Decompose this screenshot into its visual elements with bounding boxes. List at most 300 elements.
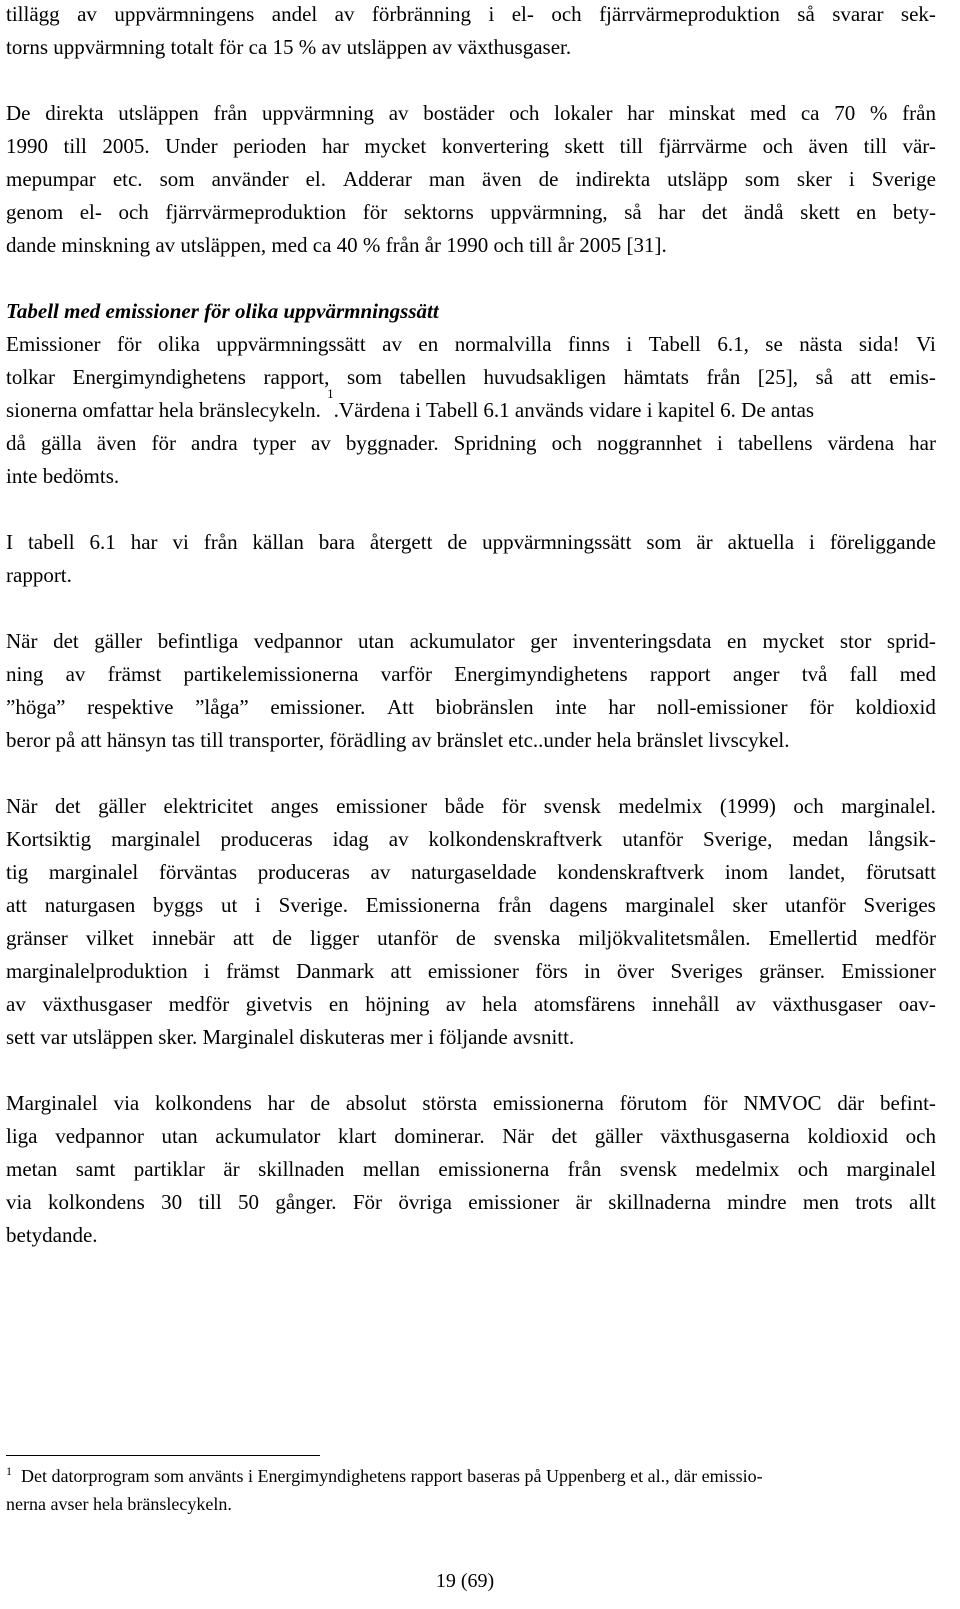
word: Att bbox=[387, 695, 414, 719]
text-segment: sionerna omfattar hela bränslecykeln. bbox=[6, 398, 321, 422]
word: idag bbox=[332, 827, 369, 851]
word: ligger bbox=[310, 926, 359, 950]
word: medan bbox=[792, 827, 849, 851]
word: Sverige, bbox=[702, 827, 773, 851]
word: till bbox=[63, 134, 87, 158]
word: Sverige. bbox=[278, 893, 348, 917]
word: har bbox=[608, 695, 636, 719]
word: landet, bbox=[788, 860, 846, 884]
word: emissionerna bbox=[438, 1157, 550, 1181]
word: etc. bbox=[112, 167, 143, 191]
word: förbränning bbox=[371, 2, 472, 26]
word: dagens bbox=[549, 893, 608, 917]
word: förutom bbox=[619, 1091, 688, 1115]
word: mycket bbox=[364, 134, 427, 158]
word: marginalelproduktion bbox=[6, 959, 188, 983]
word: skett bbox=[564, 134, 605, 158]
paragraph-7 bbox=[6, 1087, 936, 1252]
word: byggs bbox=[153, 893, 204, 917]
text-line bbox=[6, 427, 936, 460]
word: 1990 bbox=[6, 134, 48, 158]
word: även bbox=[808, 134, 849, 158]
word: mycket bbox=[762, 629, 825, 653]
word: aktuella bbox=[727, 530, 795, 554]
word: vi bbox=[172, 530, 189, 554]
word: produceras bbox=[220, 827, 313, 851]
word: svenska bbox=[493, 926, 561, 950]
word: en bbox=[727, 629, 747, 653]
word: skillnaderna bbox=[608, 1190, 711, 1214]
word: tabellen bbox=[399, 365, 466, 389]
word: växthusgaser bbox=[772, 992, 883, 1016]
word: naturgasen bbox=[44, 893, 136, 917]
word: en bbox=[856, 200, 877, 224]
text-line bbox=[6, 889, 936, 922]
word: att bbox=[850, 365, 872, 389]
word: respektive bbox=[87, 695, 174, 719]
word: Spridning bbox=[453, 431, 537, 455]
word: medelmix bbox=[618, 794, 703, 818]
word: av bbox=[445, 992, 466, 1016]
word: liga bbox=[6, 1124, 38, 1148]
word: minskat bbox=[668, 101, 736, 125]
text-line bbox=[6, 691, 936, 724]
word: kolkondenskraftverk bbox=[428, 827, 603, 851]
word: av bbox=[65, 662, 86, 686]
word: växthusgaserna bbox=[660, 1124, 790, 1148]
word: i bbox=[717, 431, 723, 455]
word: växthusgaser bbox=[42, 992, 153, 1016]
word: emissioner bbox=[427, 959, 519, 983]
word: gäller bbox=[594, 1124, 643, 1148]
word: se bbox=[765, 332, 783, 356]
text-line bbox=[6, 97, 936, 130]
word: att bbox=[390, 959, 412, 983]
word: Emissionerna bbox=[365, 893, 480, 917]
word: från bbox=[567, 1157, 602, 1181]
word: fall bbox=[849, 662, 878, 686]
word: anges bbox=[270, 794, 319, 818]
word: absolut bbox=[345, 1091, 407, 1115]
text-line bbox=[6, 625, 936, 658]
word: främst bbox=[107, 662, 162, 686]
word: och bbox=[793, 794, 824, 818]
word: 30 bbox=[161, 1190, 183, 1214]
word: finns bbox=[567, 332, 610, 356]
word: bety- bbox=[892, 200, 936, 224]
word: långsik- bbox=[868, 827, 936, 851]
word: noll-emissioner bbox=[656, 695, 788, 719]
word: från bbox=[497, 893, 532, 917]
word: de bbox=[310, 1091, 331, 1115]
word: huvudsakligen bbox=[483, 365, 607, 389]
word: mindre bbox=[727, 1190, 787, 1214]
word: Danmark bbox=[296, 959, 375, 983]
word: höjning bbox=[365, 992, 430, 1016]
word: allt bbox=[909, 1190, 936, 1214]
word: så bbox=[815, 365, 834, 389]
word: kolkondens bbox=[47, 1190, 145, 1214]
word: in bbox=[584, 959, 601, 983]
word: skett bbox=[800, 200, 840, 224]
word: emis- bbox=[889, 365, 936, 389]
word: över bbox=[616, 959, 655, 983]
text-line bbox=[6, 0, 936, 31]
section-heading: Tabell med emissioner för olika uppvärmningssätt bbox=[6, 299, 439, 323]
word: inventeringsdata bbox=[572, 629, 712, 653]
word: i bbox=[203, 959, 210, 983]
word: oav- bbox=[898, 992, 936, 1016]
text-line bbox=[6, 1153, 936, 1186]
word: Sveriges bbox=[863, 893, 936, 917]
word: sektorns bbox=[403, 200, 474, 224]
word: gånger. bbox=[275, 1190, 337, 1214]
word: en bbox=[418, 332, 439, 356]
footnote-divider bbox=[6, 1455, 320, 1456]
word: normalvilla bbox=[454, 332, 552, 356]
word: av bbox=[382, 332, 402, 356]
word: kolkondens bbox=[155, 1091, 252, 1115]
word: utanför bbox=[377, 926, 438, 950]
document-page bbox=[6, 0, 936, 1252]
word: koldioxid bbox=[855, 695, 936, 719]
word: medelmix bbox=[695, 1157, 780, 1181]
word: marginalel bbox=[625, 893, 715, 917]
word: skillnaden bbox=[258, 1157, 345, 1181]
paragraph-6 bbox=[6, 790, 936, 1054]
word: sek- bbox=[900, 2, 936, 26]
word: 50 bbox=[238, 1190, 260, 1214]
word: inom bbox=[724, 860, 769, 884]
paragraph-1 bbox=[6, 0, 936, 64]
word: medför bbox=[168, 992, 230, 1016]
word: både bbox=[444, 794, 485, 818]
word: samt bbox=[75, 1157, 116, 1181]
word: marginalel bbox=[48, 860, 139, 884]
word: För bbox=[352, 1190, 383, 1214]
word: att bbox=[232, 926, 254, 950]
word: och bbox=[797, 1157, 829, 1181]
word: varför bbox=[380, 662, 433, 686]
word: innehåll bbox=[651, 992, 720, 1016]
word: innebär bbox=[151, 926, 215, 950]
word: som bbox=[346, 365, 382, 389]
word: 2005. bbox=[102, 134, 150, 158]
word: som bbox=[159, 167, 195, 191]
word: i bbox=[255, 893, 261, 917]
word: utanför bbox=[785, 893, 846, 917]
word: mellan bbox=[362, 1157, 420, 1181]
word: utsläpp bbox=[667, 167, 728, 191]
word: de bbox=[455, 926, 476, 950]
word: av bbox=[77, 2, 97, 26]
page-number: 19 (69) bbox=[435, 1570, 495, 1592]
word: främst bbox=[226, 959, 280, 983]
word: ut bbox=[220, 893, 238, 917]
word: sida! bbox=[858, 332, 900, 356]
text-line bbox=[6, 361, 936, 394]
word: har bbox=[130, 530, 158, 554]
paragraph-3 bbox=[6, 328, 936, 493]
word: av bbox=[6, 992, 26, 1016]
word: med bbox=[749, 101, 787, 125]
word: byggnader. bbox=[345, 431, 439, 455]
word: uppvärmningens bbox=[114, 2, 255, 26]
word: en bbox=[328, 992, 349, 1016]
word: andel bbox=[271, 2, 318, 26]
word: olika bbox=[157, 332, 200, 356]
text-line: inte bedömts. bbox=[6, 464, 120, 488]
word: utanför bbox=[622, 827, 683, 851]
word: givetvis bbox=[245, 992, 313, 1016]
word: Under bbox=[165, 134, 218, 158]
word: De bbox=[6, 101, 31, 125]
word: det bbox=[701, 200, 728, 224]
word: trots bbox=[855, 1190, 893, 1214]
word: marginalel bbox=[111, 827, 201, 851]
word: att bbox=[6, 893, 27, 917]
word: naturgaseldade bbox=[411, 860, 537, 884]
word: När bbox=[502, 1124, 534, 1148]
word: uppvärmningssätt bbox=[482, 530, 632, 554]
word: marginalel. bbox=[841, 794, 936, 818]
word: av bbox=[310, 431, 331, 455]
word: från bbox=[706, 365, 741, 389]
word: medför bbox=[875, 926, 936, 950]
word: utan bbox=[161, 1124, 198, 1148]
word: 6.1, bbox=[717, 332, 749, 356]
word: marginalel bbox=[846, 1157, 936, 1181]
word: svensk bbox=[619, 1157, 677, 1181]
word: återgett bbox=[369, 530, 433, 554]
word: Tabell bbox=[648, 332, 701, 356]
word: i bbox=[626, 332, 633, 356]
text-line bbox=[6, 1087, 936, 1120]
word: ackumulator bbox=[409, 629, 515, 653]
word: övriga bbox=[398, 1190, 452, 1214]
word: till bbox=[198, 1190, 222, 1214]
word: förväntas bbox=[158, 860, 238, 884]
word: Emellertid bbox=[768, 926, 858, 950]
text-line bbox=[6, 658, 936, 691]
word: Sverige bbox=[871, 167, 936, 191]
word: och bbox=[509, 101, 540, 125]
word: gälla bbox=[40, 431, 82, 455]
word: förutsatt bbox=[865, 860, 936, 884]
word: perioden bbox=[233, 134, 307, 158]
text-line: betydande. bbox=[6, 1223, 98, 1247]
word: befintliga bbox=[157, 629, 239, 653]
text-line bbox=[6, 386, 936, 427]
word: är bbox=[575, 1190, 592, 1214]
word: bostäder bbox=[423, 101, 495, 125]
word: i bbox=[809, 530, 815, 554]
word: Marginalel bbox=[6, 1091, 98, 1115]
word: elektricitet bbox=[163, 794, 254, 818]
word: noggrannhet bbox=[596, 431, 702, 455]
word: uppvärmning bbox=[261, 101, 374, 125]
word: värdena bbox=[827, 431, 895, 455]
word: för bbox=[501, 794, 527, 818]
text-line bbox=[6, 823, 936, 856]
word: Adderar bbox=[343, 167, 412, 191]
word: från bbox=[213, 101, 248, 125]
word: har bbox=[267, 1091, 295, 1115]
word: föreliggande bbox=[829, 530, 936, 554]
word: sprid- bbox=[886, 629, 936, 653]
word: rapport, bbox=[263, 365, 330, 389]
word: från bbox=[902, 101, 936, 125]
text-segment: .Värdena i Tabell 6.1 används vidare i kapitel 6. De antas bbox=[333, 398, 815, 422]
word: tolkar bbox=[6, 365, 55, 389]
word: partikelemissionerna bbox=[183, 662, 359, 686]
word: När bbox=[6, 794, 38, 818]
word: el. bbox=[305, 167, 326, 191]
word: och bbox=[551, 431, 582, 455]
word: via bbox=[113, 1091, 140, 1115]
word: svarar bbox=[832, 2, 884, 26]
word: gränser bbox=[6, 926, 68, 950]
word: ger bbox=[530, 629, 558, 653]
word: för bbox=[362, 200, 388, 224]
word: fjärrvärme bbox=[658, 134, 748, 158]
word: och bbox=[905, 1124, 936, 1148]
word: är bbox=[696, 530, 713, 554]
word: till bbox=[619, 134, 644, 158]
word: Energimyndighetens bbox=[454, 662, 628, 686]
text-line: beror på att hänsyn tas till transporter, förädling av bränslet etc..under hela bränslet livscykel. bbox=[6, 728, 790, 752]
word: (1999) bbox=[719, 794, 776, 818]
word: bara bbox=[318, 530, 355, 554]
word: sker bbox=[732, 893, 768, 917]
word: indirekta bbox=[575, 167, 651, 191]
word: av bbox=[334, 2, 355, 26]
word: gränser. bbox=[759, 959, 826, 983]
word: dominerar. bbox=[394, 1124, 485, 1148]
word: typer bbox=[252, 431, 296, 455]
word: från bbox=[203, 530, 238, 554]
word: vilket bbox=[85, 926, 134, 950]
word: men bbox=[802, 1190, 840, 1214]
word: de bbox=[538, 167, 559, 191]
word: det bbox=[551, 1124, 578, 1148]
word: som bbox=[646, 530, 682, 554]
text-line bbox=[6, 1120, 936, 1153]
word: ”höga” bbox=[6, 695, 66, 719]
word: befint- bbox=[879, 1091, 936, 1115]
word: har bbox=[909, 431, 936, 455]
word: hela bbox=[482, 992, 518, 1016]
word: produceras bbox=[257, 860, 350, 884]
word: emissioner bbox=[336, 794, 428, 818]
word: sker bbox=[796, 167, 832, 191]
footnote bbox=[6, 1462, 936, 1518]
text-line bbox=[6, 130, 936, 163]
word: där bbox=[837, 1091, 865, 1115]
word: man bbox=[428, 167, 465, 191]
word: och bbox=[762, 134, 793, 158]
footnote-line: nerna avser hela bränslecykeln. bbox=[6, 1494, 232, 1514]
word: ning bbox=[6, 662, 44, 686]
word: Emissioner bbox=[841, 959, 936, 983]
word: har bbox=[322, 134, 349, 158]
word: andra bbox=[191, 431, 238, 455]
footnote-reference[interactable]: 1 bbox=[327, 386, 334, 401]
paragraph-4 bbox=[6, 526, 936, 592]
word: med bbox=[899, 662, 936, 686]
word: atomsfärens bbox=[533, 992, 636, 1016]
word: använder bbox=[211, 167, 289, 191]
word: klart bbox=[338, 1124, 377, 1148]
word: När bbox=[6, 629, 38, 653]
word: för bbox=[116, 332, 142, 356]
word: I bbox=[6, 530, 13, 554]
word: 70 bbox=[834, 101, 856, 125]
word: är bbox=[223, 1157, 240, 1181]
word: för bbox=[809, 695, 834, 719]
word: förs bbox=[535, 959, 568, 983]
word: metan bbox=[6, 1157, 58, 1181]
word: biobränslen bbox=[435, 695, 534, 719]
word: stor bbox=[839, 629, 872, 653]
word: de bbox=[272, 926, 292, 950]
word: el- bbox=[511, 2, 534, 26]
word: det bbox=[53, 629, 79, 653]
word: även bbox=[482, 167, 522, 191]
word: tillägg bbox=[6, 2, 60, 26]
word: kondenskraftverk bbox=[557, 860, 705, 884]
footnote-text: Det datorprogram som använts i Energimyndighetens rapport baseras på Uppenberg et al., där emissio- bbox=[21, 1466, 763, 1486]
word: vedpannor bbox=[253, 629, 343, 653]
word: av bbox=[370, 860, 391, 884]
word: i bbox=[488, 2, 495, 26]
word: ändå bbox=[743, 200, 784, 224]
word: konvertering bbox=[441, 134, 549, 158]
word: [25], bbox=[757, 365, 799, 389]
text-line bbox=[6, 196, 936, 229]
word: för bbox=[703, 1091, 728, 1115]
word: rapport bbox=[649, 662, 711, 686]
text-line bbox=[6, 526, 936, 559]
word: Kortsiktig bbox=[6, 827, 92, 851]
word: fjärrvärmeproduktion bbox=[165, 200, 347, 224]
word: då bbox=[6, 431, 26, 455]
paragraph-5 bbox=[6, 625, 936, 757]
word: till bbox=[863, 134, 887, 158]
text-line bbox=[6, 328, 936, 361]
word: mepumpar bbox=[6, 167, 96, 191]
word: hämtats bbox=[623, 365, 689, 389]
word: och bbox=[551, 2, 582, 26]
footnote-marker: 1 bbox=[6, 1464, 12, 1478]
text-line bbox=[6, 922, 936, 955]
word: uppvärmning, bbox=[490, 200, 608, 224]
word: Emissioner bbox=[6, 332, 101, 356]
word: av bbox=[388, 101, 409, 125]
word: källan bbox=[252, 530, 304, 554]
text-line bbox=[6, 988, 936, 1021]
word: miljökvalitetsmålen. bbox=[578, 926, 751, 950]
word: för bbox=[151, 431, 176, 455]
word: 6.1 bbox=[89, 530, 116, 554]
word: utan bbox=[357, 629, 395, 653]
text-line bbox=[6, 1186, 936, 1219]
word: partiklar bbox=[133, 1157, 205, 1181]
word: inte bbox=[555, 695, 587, 719]
word: NMVOC bbox=[743, 1091, 822, 1115]
text-line bbox=[6, 163, 936, 196]
word: av bbox=[736, 992, 756, 1016]
